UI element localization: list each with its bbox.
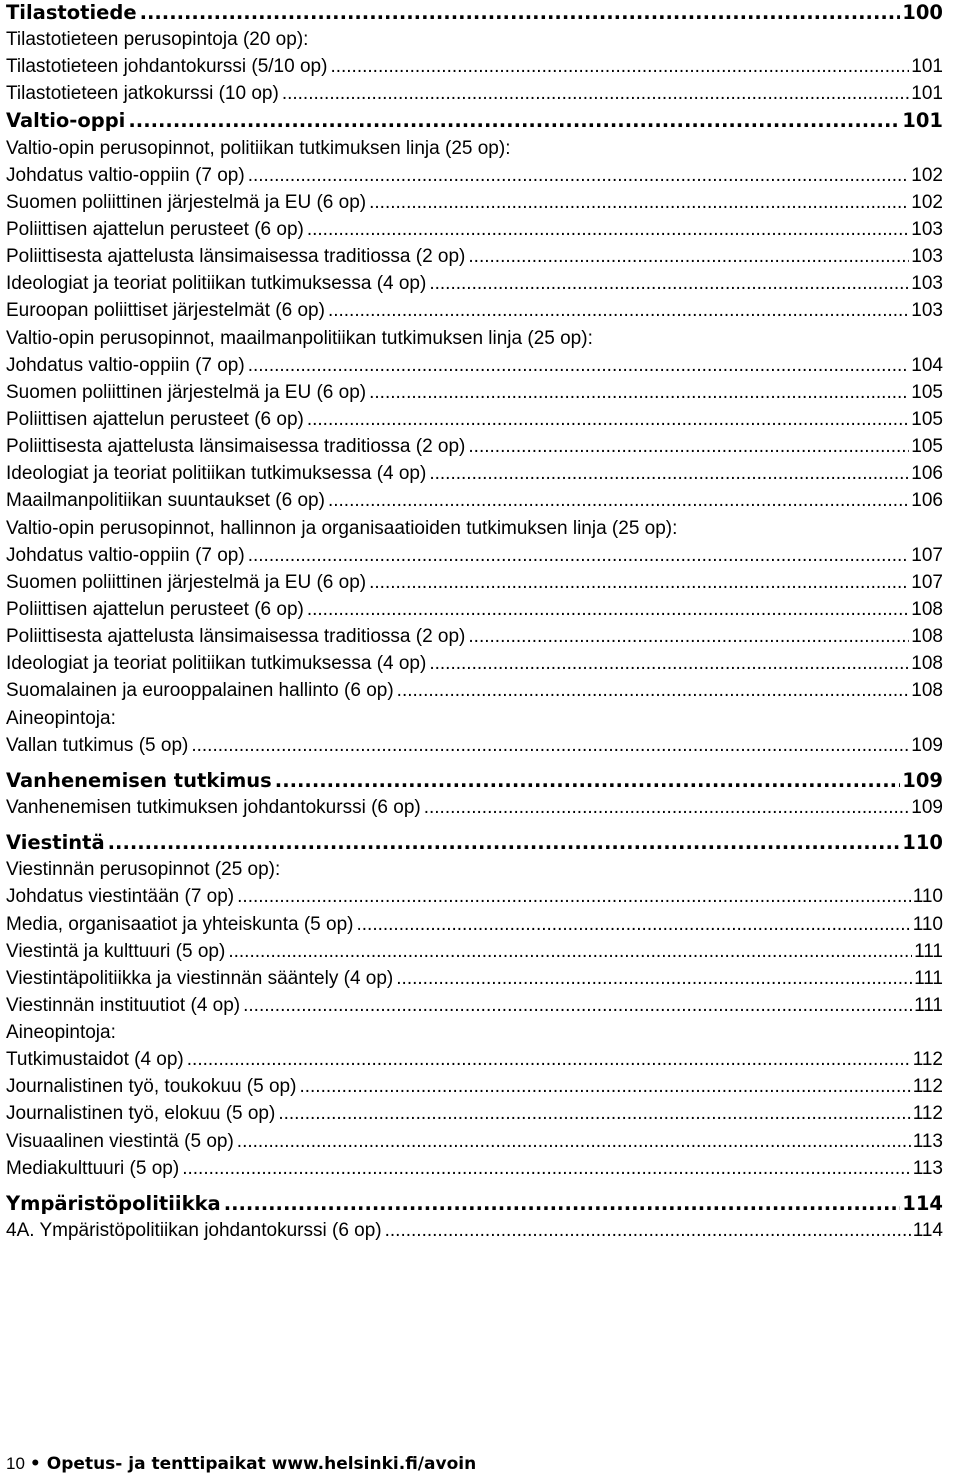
toc-page-number: 111 <box>914 940 943 962</box>
toc-entry-title: Vanhenemisen tutkimus <box>6 768 272 792</box>
toc-entry <box>6 569 943 596</box>
toc-page-number: 105 <box>911 408 943 430</box>
toc-entry-title: Aineopintoja: <box>6 707 116 729</box>
dot-leader <box>299 1073 910 1100</box>
page-footer <box>6 1454 476 1474</box>
dot-leader <box>237 1128 911 1155</box>
toc-page-number: 110 <box>912 913 943 935</box>
dot-leader <box>237 883 911 910</box>
toc-section-heading <box>6 107 943 134</box>
toc-page-number: 114 <box>902 1191 943 1215</box>
dot-leader <box>396 965 912 992</box>
toc-entry-title: Tilastotieteen jatkokurssi (10 op) <box>6 83 279 105</box>
dot-leader <box>275 767 901 794</box>
toc-entry-title: Viestinnän perusopinnot (25 op): <box>6 859 281 881</box>
dot-leader <box>330 53 909 80</box>
toc-page-number: 114 <box>912 1220 943 1242</box>
table-of-contents <box>6 0 943 1244</box>
toc-subheading <box>6 705 943 732</box>
toc-entry <box>6 938 943 965</box>
toc-entry-title: Viestinnän instituutiot (4 op) <box>6 994 241 1016</box>
toc-entry-title: Aineopintoja: <box>6 1022 116 1044</box>
dot-leader <box>369 569 909 596</box>
dot-leader <box>282 80 909 107</box>
toc-page-number: 109 <box>911 734 943 756</box>
toc-entry <box>6 216 943 243</box>
toc-page-number: 106 <box>911 463 943 485</box>
toc-entry-title: Viestintäpolitiikka ja viestinnän sääntely (4 op) <box>6 967 394 989</box>
toc-section-heading <box>6 767 943 794</box>
toc-page-number: 108 <box>911 598 943 620</box>
toc-entry-title: Mediakulttuuri (5 op) <box>6 1157 180 1179</box>
toc-entry-title: Journalistinen työ, elokuu (5 op) <box>6 1103 276 1125</box>
toc-entry-title: Poliittisen ajattelun perusteet (6 op) <box>6 218 304 240</box>
toc-entry-title: Poliittisen ajattelun perusteet (6 op) <box>6 598 304 620</box>
toc-entry <box>6 677 943 704</box>
dot-leader <box>248 162 910 189</box>
toc-entry <box>6 1128 943 1155</box>
toc-entry <box>6 911 943 938</box>
toc-entry-title: Poliittisesta ajattelusta länsimaisessa traditiossa (2 op) <box>6 626 466 648</box>
toc-page-number: 103 <box>911 300 943 322</box>
dot-leader <box>328 297 909 324</box>
dot-leader <box>187 1046 911 1073</box>
toc-subheading <box>6 1019 943 1046</box>
dot-leader <box>182 1155 911 1182</box>
toc-page-number: 102 <box>911 164 943 186</box>
toc-page-number: 106 <box>911 490 943 512</box>
toc-page-number: 101 <box>911 83 943 105</box>
toc-entry-title: Suomen poliittinen järjestelmä ja EU (6 op) <box>6 381 367 403</box>
toc-entry-title: Johdatus viestintään (7 op) <box>6 886 235 908</box>
toc-entry <box>6 1217 943 1244</box>
dot-leader <box>128 107 900 134</box>
toc-entry-title: Johdatus valtio-oppiin (7 op) <box>6 354 245 376</box>
footer-page-number: 10 <box>6 1454 25 1473</box>
toc-entry-title: Tutkimustaidot (4 op) <box>6 1049 184 1071</box>
toc-page-number: 111 <box>914 967 943 989</box>
toc-entry-title: Ideologiat ja teoriat politiikan tutkimuksessa (4 op) <box>6 463 427 485</box>
dot-leader <box>369 379 909 406</box>
toc-page-number: 112 <box>912 1076 943 1098</box>
toc-page-number: 103 <box>911 218 943 240</box>
toc-page-number: 110 <box>912 886 943 908</box>
toc-entry <box>6 650 943 677</box>
toc-entry <box>6 189 943 216</box>
dot-leader <box>278 1100 910 1127</box>
dot-leader <box>468 243 909 270</box>
toc-entry <box>6 487 943 514</box>
toc-entry <box>6 406 943 433</box>
toc-entry <box>6 794 943 821</box>
toc-page-number: 105 <box>911 436 943 458</box>
dot-leader <box>468 623 909 650</box>
dot-leader <box>397 677 910 704</box>
toc-page-number: 107 <box>911 571 943 593</box>
toc-page-number: 112 <box>912 1103 943 1125</box>
dot-leader <box>429 270 909 297</box>
toc-page-number: 108 <box>911 653 943 675</box>
toc-entry-title: Suomen poliittinen järjestelmä ja EU (6 op) <box>6 571 367 593</box>
dot-leader <box>356 911 910 938</box>
toc-entry <box>6 1046 943 1073</box>
toc-page-number: 113 <box>912 1130 943 1152</box>
dot-leader <box>328 487 909 514</box>
dot-leader <box>248 542 910 569</box>
dot-leader <box>243 992 912 1019</box>
toc-entry-title: Tilastotiede <box>6 1 137 24</box>
toc-entry <box>6 162 943 189</box>
dot-leader <box>385 1217 911 1244</box>
toc-entry-title: Suomen poliittinen järjestelmä ja EU (6 op) <box>6 191 367 213</box>
dot-leader <box>191 732 909 759</box>
toc-entry-title: Johdatus valtio-oppiin (7 op) <box>6 544 245 566</box>
toc-subheading <box>6 26 943 53</box>
toc-entry-title: Ideologiat ja teoriat politiikan tutkimuksessa (4 op) <box>6 653 427 675</box>
toc-section-heading <box>6 1190 943 1217</box>
dot-leader <box>307 596 909 623</box>
toc-section-heading <box>6 829 943 856</box>
toc-page-number: 100 <box>902 1 943 24</box>
toc-entry <box>6 1073 943 1100</box>
toc-page-number: 108 <box>911 626 943 648</box>
toc-entry <box>6 460 943 487</box>
toc-page-number: 101 <box>902 109 943 133</box>
toc-entry <box>6 243 943 270</box>
toc-entry-title: Visuaalinen viestintä (5 op) <box>6 1130 234 1152</box>
toc-section-heading <box>6 0 943 26</box>
toc-entry-title: Poliittisesta ajattelusta länsimaisessa traditiossa (2 op) <box>6 246 466 268</box>
toc-entry <box>6 1100 943 1127</box>
toc-entry-title: Media, organisaatiot ja yhteiskunta (5 op) <box>6 913 354 935</box>
toc-entry <box>6 883 943 910</box>
toc-subheading <box>6 325 943 352</box>
toc-page-number: 113 <box>912 1157 943 1179</box>
dot-leader <box>429 650 909 677</box>
toc-entry <box>6 352 943 379</box>
toc-entry-title: 4A. Ympäristöpolitiikan johdantokurssi (6 op) <box>6 1220 382 1242</box>
toc-entry-title: Euroopan poliittiset järjestelmät (6 op) <box>6 300 325 322</box>
toc-entry-title: Ideologiat ja teoriat politiikan tutkimuksessa (4 op) <box>6 273 427 295</box>
toc-entry <box>6 596 943 623</box>
toc-entry-title: Valtio-opin perusopinnot, politiikan tutkimuksen linja (25 op): <box>6 137 511 159</box>
toc-entry-title: Vanhenemisen tutkimuksen johdantokurssi (6 op) <box>6 796 421 818</box>
toc-entry-title: Maailmanpolitiikan suuntaukset (6 op) <box>6 490 325 512</box>
dot-leader <box>307 406 909 433</box>
toc-page-number: 104 <box>911 354 943 376</box>
toc-page-number: 110 <box>902 831 943 855</box>
toc-entry <box>6 270 943 297</box>
dot-leader <box>369 189 909 216</box>
toc-entry <box>6 965 943 992</box>
toc-entry-title: Journalistinen työ, toukokuu (5 op) <box>6 1076 297 1098</box>
toc-entry-title: Valtio-opin perusopinnot, hallinnon ja organisaatioiden tutkimuksen linja (25 op): <box>6 517 678 539</box>
toc-entry-title: Suomalainen ja eurooppalainen hallinto (6 op) <box>6 680 394 702</box>
footer-bullet: • <box>29 1454 41 1474</box>
dot-leader <box>224 1190 901 1217</box>
dot-leader <box>140 0 901 26</box>
toc-entry <box>6 992 943 1019</box>
toc-entry <box>6 732 943 759</box>
toc-entry <box>6 542 943 569</box>
toc-entry-title: Ympäristöpolitiikka <box>6 1191 221 1215</box>
toc-subheading <box>6 135 943 162</box>
toc-page-number: 107 <box>911 544 943 566</box>
footer-text: Opetus- ja tenttipaikat www.helsinki.fi/avoin <box>46 1454 477 1474</box>
toc-page-number: 111 <box>914 994 943 1016</box>
dot-leader <box>108 829 901 856</box>
toc-entry-title: Johdatus valtio-oppiin (7 op) <box>6 164 245 186</box>
toc-page-number: 103 <box>911 246 943 268</box>
toc-subheading <box>6 515 943 542</box>
toc-entry-title: Poliittisesta ajattelusta länsimaisessa traditiossa (2 op) <box>6 436 466 458</box>
dot-leader <box>307 216 909 243</box>
toc-entry <box>6 1155 943 1182</box>
toc-page-number: 102 <box>911 191 943 213</box>
toc-page-number: 109 <box>902 768 943 792</box>
toc-entry-title: Viestintä <box>6 831 105 855</box>
toc-entry <box>6 623 943 650</box>
toc-entry-title: Tilastotieteen perusopintoja (20 op): <box>6 29 309 50</box>
toc-entry-title: Valtio-opin perusopinnot, maailmanpolitiikan tutkimuksen linja (25 op): <box>6 327 593 349</box>
toc-page-number: 105 <box>911 381 943 403</box>
toc-entry-title: Valtio-oppi <box>6 109 126 133</box>
toc-page-number: 103 <box>911 273 943 295</box>
dot-leader <box>248 352 910 379</box>
toc-entry-title: Poliittisen ajattelun perusteet (6 op) <box>6 408 304 430</box>
dot-leader <box>429 460 909 487</box>
dot-leader <box>424 794 910 821</box>
toc-page-number: 101 <box>911 56 943 78</box>
toc-entry <box>6 433 943 460</box>
toc-entry <box>6 53 943 80</box>
dot-leader <box>468 433 909 460</box>
toc-page-number: 108 <box>911 680 943 702</box>
toc-entry-title: Viestintä ja kulttuuri (5 op) <box>6 940 226 962</box>
toc-page-number: 112 <box>912 1049 943 1071</box>
toc-subheading <box>6 856 943 883</box>
toc-entry <box>6 80 943 107</box>
toc-entry <box>6 379 943 406</box>
toc-entry-title: Tilastotieteen johdantokurssi (5/10 op) <box>6 56 328 78</box>
toc-entry-title: Vallan tutkimus (5 op) <box>6 734 189 756</box>
toc-entry <box>6 297 943 324</box>
toc-page-number: 109 <box>911 796 943 818</box>
dot-leader <box>228 938 912 965</box>
